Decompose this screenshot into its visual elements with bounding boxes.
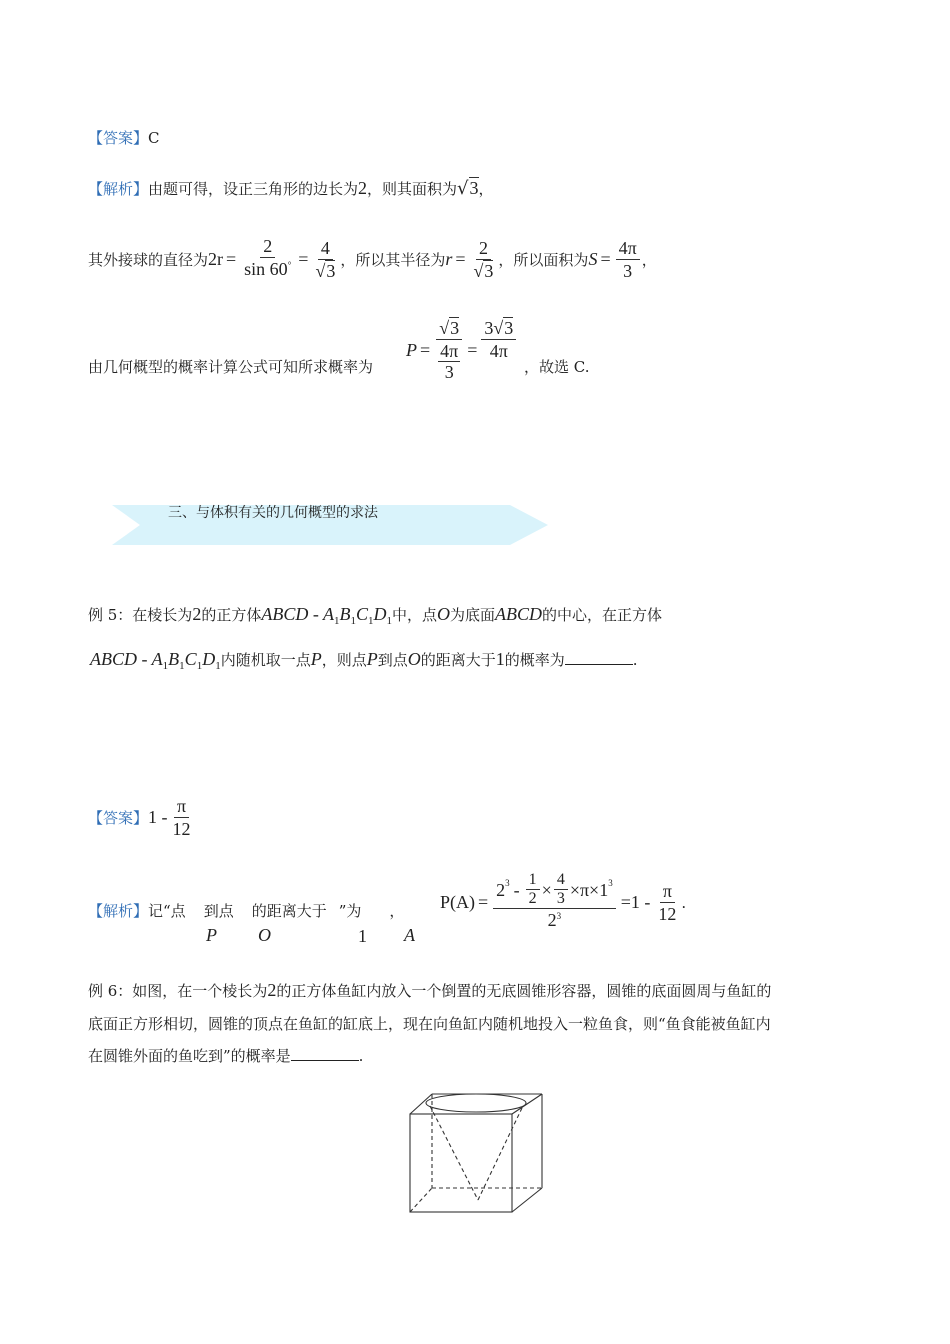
section-banner-title: 三、与体积有关的几何概型的求法 [168, 505, 378, 521]
cube-name: ABCD - $A_1B_1C_1D_1$ [261, 604, 393, 627]
answer-tag: 【答案】 [88, 129, 149, 147]
var-O: O [258, 925, 271, 945]
fraction-4pi-3: $\frac{4\pi}{3}$ [616, 238, 640, 281]
fraction-2-sin60: $\frac{2}{\sin 60^\circ}$ [244, 236, 292, 279]
analysis-text: ， [478, 180, 494, 198]
radius-r: r [445, 248, 453, 269]
example5-line-2: ABCD - $A_1B_1C_1D_1$内随机取一点P，则点P到点O的距离大于1的概率为 . [90, 649, 638, 672]
var-P: P [206, 925, 217, 945]
analysis-line-3-text: 由几何概型的概率计算公式可知所求概率为 [88, 358, 374, 376]
probability-formula: P = √3 4π 3 = $\frac{3√3}{4\pi}$ [406, 318, 518, 382]
prob-P: P [406, 339, 417, 360]
fraction-2-sqrt3: $\frac{2}{√3}$ [473, 237, 494, 281]
fraction-3sqrt3-4pi: $\frac{3√3}{4\pi}$ [481, 318, 516, 361]
analysis-line-2: 其外接球的直径为 2r = $\frac{2}{\sin 60^\circ}$ = $\frac{4}{√3}$ ，所以其半径为 r = $\frac{2}{√3}$ ，所以面积为 S = $\frac{4\pi}{3}$ ， [88, 236, 657, 281]
fraction-sqrt3-over-4pi3: √3 4π 3 [435, 318, 463, 382]
answer-line-2: 【答案】 1 - $\frac{\pi}{12}$ [88, 796, 196, 839]
analysis-text: ，所以面积为 [498, 250, 589, 269]
answer-tag: 【答案】 [88, 809, 149, 827]
answer-value: C [148, 129, 160, 147]
cube-cone-figure [400, 1088, 560, 1218]
example6-line-1: 例 6：如图，在一个棱长为2的正方体鱼缸内放入一个倒置的无底圆锥形容器，圆锥的底面圆周与鱼缸的 [88, 980, 772, 1000]
example6-line-3: 在圆锥外面的鱼吃到”的概率是 . [88, 1047, 364, 1065]
analysis-tag: 【解析】 [88, 180, 149, 198]
area-radicand: 3 [469, 178, 479, 198]
cube-name: ABCD - $A_1B_1C_1D_1$ [90, 649, 221, 672]
var-one: 1 [358, 926, 367, 946]
analysis-line-1: 【解析】由题可得，设正三角形的边长为2，则其面积为√3， [88, 178, 494, 199]
equals: = [226, 248, 237, 269]
big-fraction: 2 3 - $\frac{1}{2}$ × $\frac{4}{3}$ ×π×1 3 $2^3$ [493, 872, 616, 933]
analysis2-line: 【解析】记“点 到点 的距离大于 ”为 ， [88, 902, 405, 920]
probability-formula-2: P(A) = 2 3 - $\frac{1}{2}$ × $\frac{4}{3}$ ×π×1 3 $2^3$ =1 - $\frac{\pi}{12}$ . [440, 872, 686, 933]
answer-blank [291, 1046, 359, 1061]
answer-blank [565, 650, 633, 665]
analysis-tag: 【解析】 [88, 902, 149, 920]
analysis-text: 其外接球的直径为 [88, 250, 209, 269]
example6-line-2: 底面正方形相切，圆锥的顶点在鱼缸的缸底上，现在向鱼缸内随机地投入一粒鱼食，则“鱼食能被鱼缸内 [88, 1015, 771, 1033]
area-S: S [588, 248, 598, 269]
cube-front-face [410, 1114, 512, 1212]
cone-rim [426, 1094, 526, 1112]
analysis-line-3-end: ，故选 C. [524, 358, 590, 376]
analysis-text: ，所以其半径为 [340, 250, 446, 269]
side-value: 2 [358, 178, 368, 198]
example5-line-1: 例 5：在棱长为2的正方体ABCD - $A_1B_1C_1D_1$中，点O为底面ABCD的中心，在正方体 [88, 604, 663, 627]
var-A: A [404, 925, 415, 945]
fraction-pi-12: $\frac{\pi}{12}$ [172, 796, 191, 839]
fraction-pi-12: $\frac{\pi}{12}$ [658, 881, 677, 924]
two-r: 2r [208, 248, 224, 269]
analysis-text: 由题可得，设正三角形的边长为 [148, 180, 359, 198]
analysis-text: ，则其面积为 [367, 180, 458, 198]
fraction-4-sqrt3: $\frac{4}{√3}$ [315, 237, 336, 281]
answer-line-1 [88, 127, 160, 148]
